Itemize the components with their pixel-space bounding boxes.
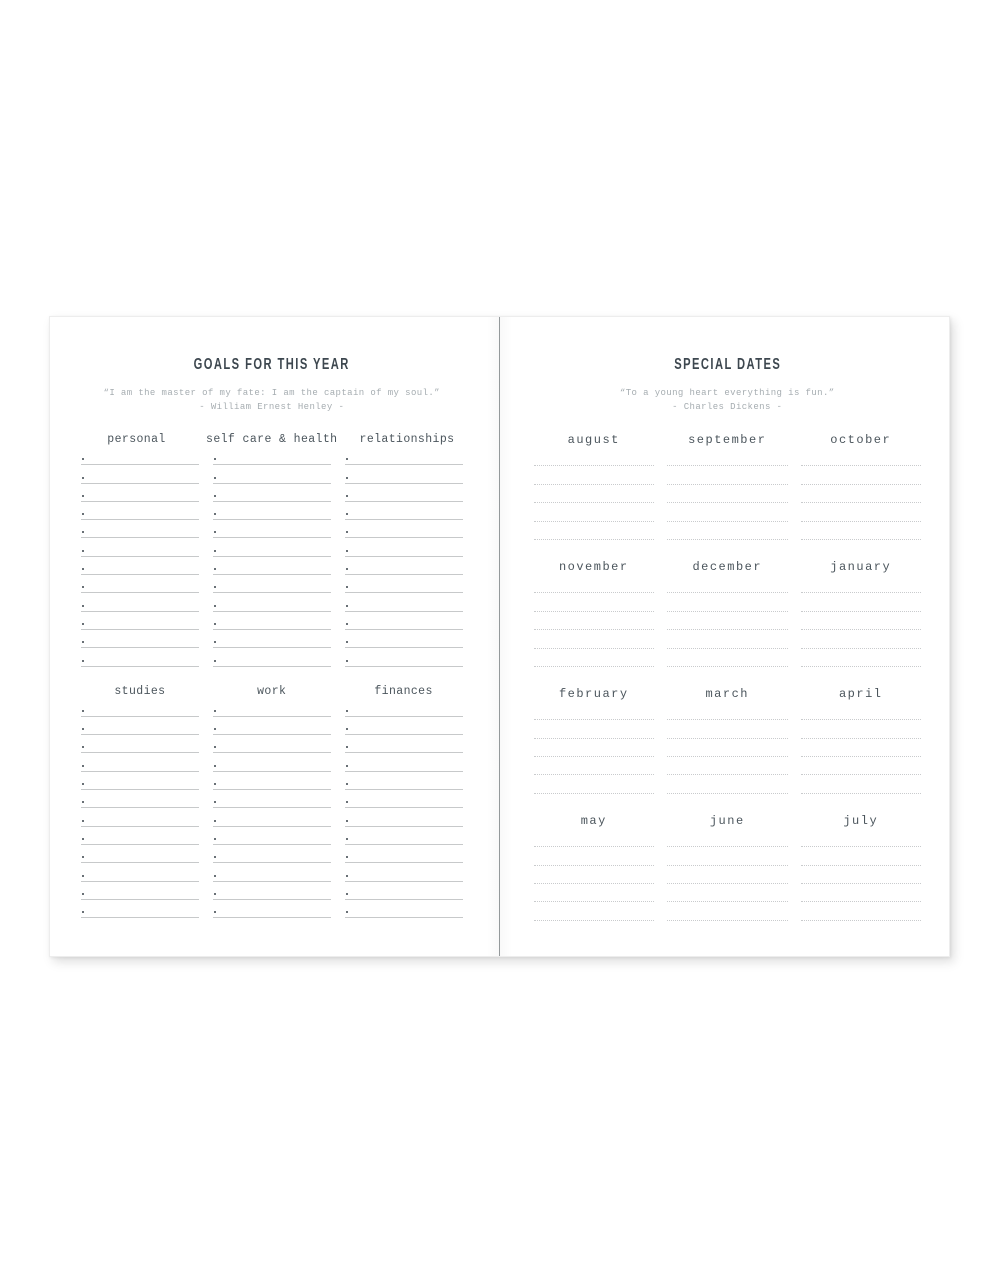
goal-writing-line: [81, 735, 199, 753]
bullet-dot-icon: [82, 875, 84, 877]
bullet-dot-icon: [214, 838, 216, 840]
goals-quote-text: “I am the master of my fate: I am the captain of my soul.”: [103, 388, 440, 398]
goal-writing-line: [345, 575, 463, 593]
goal-writing-line: [213, 699, 331, 717]
month-block: [534, 813, 655, 921]
goal-writing-line: [345, 753, 463, 771]
bullet-dot-icon: [214, 477, 216, 479]
bullet-dot-icon: [214, 605, 216, 607]
bullet-dot-icon: [214, 495, 216, 497]
date-writing-line: [667, 884, 788, 902]
month-grid: [534, 559, 922, 667]
month-block: [534, 432, 655, 540]
date-writing-line: [801, 720, 922, 738]
goal-writing-line: [345, 699, 463, 717]
goal-writing-line: [345, 863, 463, 881]
goal-writing-line: [345, 557, 463, 575]
goal-writing-line: [345, 447, 463, 465]
date-writing-line: [801, 466, 922, 484]
goal-writing-line: [345, 882, 463, 900]
goal-writing-line: [81, 790, 199, 808]
goal-writing-line: [213, 557, 331, 575]
bullet-dot-icon: [346, 893, 348, 895]
bullet-dot-icon: [214, 550, 216, 552]
goal-writing-line: [213, 717, 331, 735]
date-writing-line: [667, 593, 788, 611]
date-writing-line: [667, 847, 788, 865]
bullet-dot-icon: [82, 458, 84, 460]
date-writing-line: [667, 485, 788, 503]
goal-writing-line: [213, 648, 331, 666]
date-writing-line: [801, 847, 922, 865]
month-block: [801, 432, 922, 540]
month-block: [667, 686, 788, 794]
goal-writing-line: [81, 630, 199, 648]
bullet-dot-icon: [214, 623, 216, 625]
goal-writing-line: [81, 557, 199, 575]
goal-writing-line: [81, 882, 199, 900]
month-block: [534, 559, 655, 667]
month-label: november: [558, 559, 629, 574]
bullet-dot-icon: [82, 783, 84, 785]
special-dates-page-title: SPECIAL DATES: [673, 356, 781, 373]
bullet-dot-icon: [82, 911, 84, 913]
date-writing-line: [534, 720, 655, 738]
month-label: august: [567, 433, 620, 447]
goal-writing-line: [213, 735, 331, 753]
goal-category-label: finances: [374, 684, 433, 698]
goal-writing-line: [345, 520, 463, 538]
goal-writing-line: [81, 827, 199, 845]
goal-writing-line: [213, 882, 331, 900]
special-dates-quote-attribution: - Charles Dickens -: [672, 402, 783, 412]
date-writing-line: [667, 466, 788, 484]
bullet-dot-icon: [346, 765, 348, 767]
goal-writing-line: [81, 753, 199, 771]
bullet-dot-icon: [346, 605, 348, 607]
goal-writing-line: [213, 630, 331, 648]
month-block: [667, 559, 788, 667]
goal-writing-line: [345, 845, 463, 863]
bullet-dot-icon: [82, 477, 84, 479]
goal-section: [81, 684, 463, 919]
date-writing-line: [534, 612, 655, 630]
goal-writing-line: [81, 520, 199, 538]
date-writing-line: [801, 485, 922, 503]
month-band: [534, 559, 922, 667]
bullet-dot-icon: [82, 660, 84, 662]
month-label: june: [709, 813, 745, 828]
goal-writing-line: [81, 648, 199, 666]
date-writing-line: [667, 503, 788, 521]
goal-writing-line: [345, 827, 463, 845]
bullet-dot-icon: [214, 641, 216, 643]
goal-writing-line: [345, 465, 463, 483]
bullet-dot-icon: [346, 586, 348, 588]
date-writing-line: [667, 702, 788, 720]
bullet-dot-icon: [82, 856, 84, 858]
bullet-dot-icon: [346, 660, 348, 662]
goal-lines-grid: [81, 447, 463, 667]
bullet-dot-icon: [82, 710, 84, 712]
date-writing-line: [534, 757, 655, 775]
bullet-dot-icon: [214, 513, 216, 515]
date-writing-line: [534, 575, 655, 593]
date-writing-line: [801, 593, 922, 611]
bullet-dot-icon: [346, 746, 348, 748]
date-writing-line: [534, 593, 655, 611]
date-writing-line: [801, 649, 922, 667]
goal-writing-line: [213, 900, 331, 918]
goal-writing-line: [345, 484, 463, 502]
goal-writing-line: [213, 753, 331, 771]
goal-category-label: self care & health: [206, 433, 338, 446]
bullet-dot-icon: [346, 838, 348, 840]
bullet-dot-icon: [346, 911, 348, 913]
bullet-dot-icon: [214, 801, 216, 803]
goal-writing-line: [81, 772, 199, 790]
bullet-dot-icon: [82, 550, 84, 552]
goal-writing-line: [213, 593, 331, 611]
bullet-dot-icon: [346, 728, 348, 730]
bullet-dot-icon: [82, 531, 84, 533]
goal-section: [81, 432, 463, 667]
bullet-dot-icon: [346, 801, 348, 803]
goal-writing-line: [81, 484, 199, 502]
bullet-dot-icon: [82, 513, 84, 515]
bullet-dot-icon: [214, 765, 216, 767]
bullet-dot-icon: [214, 875, 216, 877]
bullet-dot-icon: [214, 783, 216, 785]
month-block: [667, 432, 788, 540]
goal-writing-line: [81, 612, 199, 630]
goal-writing-line: [81, 808, 199, 826]
date-writing-line: [801, 630, 922, 648]
month-band: [534, 813, 922, 921]
date-writing-line: [667, 720, 788, 738]
bullet-dot-icon: [214, 710, 216, 712]
date-writing-line: [801, 503, 922, 521]
goal-category-label: personal: [107, 433, 166, 446]
bullet-dot-icon: [346, 783, 348, 785]
bullet-dot-icon: [346, 856, 348, 858]
date-writing-line: [534, 630, 655, 648]
date-writing-line: [667, 448, 788, 466]
bullet-dot-icon: [82, 801, 84, 803]
bullet-dot-icon: [214, 458, 216, 460]
month-grid: [534, 813, 922, 921]
goal-writing-line: [213, 845, 331, 863]
goal-writing-line: [213, 465, 331, 483]
bullet-dot-icon: [214, 856, 216, 858]
goal-writing-line: [345, 612, 463, 630]
goal-writing-line: [213, 772, 331, 790]
goal-writing-line: [213, 827, 331, 845]
goal-writing-line: [345, 502, 463, 520]
goal-writing-line: [81, 845, 199, 863]
date-writing-line: [667, 757, 788, 775]
month-block: [801, 686, 922, 794]
goal-writing-line: [81, 900, 199, 918]
date-writing-line: [667, 575, 788, 593]
goal-writing-line: [345, 790, 463, 808]
date-writing-line: [534, 485, 655, 503]
bullet-dot-icon: [346, 513, 348, 515]
goal-writing-line: [213, 520, 331, 538]
bullet-dot-icon: [346, 477, 348, 479]
bullet-dot-icon: [82, 586, 84, 588]
goal-writing-line: [213, 808, 331, 826]
goal-category-label: studies: [114, 684, 166, 698]
goals-quote-attribution: - William Ernest Henley -: [199, 402, 345, 412]
bullet-dot-icon: [214, 728, 216, 730]
month-label: march: [705, 686, 749, 701]
goal-lines-grid: [81, 699, 463, 919]
bullet-dot-icon: [214, 531, 216, 533]
goal-writing-line: [213, 575, 331, 593]
date-writing-line: [667, 829, 788, 847]
month-grid: [534, 432, 922, 540]
goals-page: [50, 317, 500, 956]
goal-sections: [81, 432, 463, 918]
bullet-dot-icon: [214, 820, 216, 822]
special-dates-page: [500, 317, 950, 956]
date-writing-line: [801, 902, 922, 920]
date-writing-line: [801, 702, 922, 720]
date-writing-line: [667, 522, 788, 540]
bullet-dot-icon: [82, 746, 84, 748]
planner-spread: [49, 316, 950, 957]
month-label: may: [580, 813, 607, 828]
date-writing-line: [534, 649, 655, 667]
goals-page-title: GOALS FOR THIS YEAR: [193, 356, 350, 373]
bullet-dot-icon: [82, 838, 84, 840]
bullet-dot-icon: [346, 875, 348, 877]
bullet-dot-icon: [346, 458, 348, 460]
date-writing-line: [667, 902, 788, 920]
goal-writing-line: [345, 735, 463, 753]
bullet-dot-icon: [346, 568, 348, 570]
date-writing-line: [534, 522, 655, 540]
bullet-dot-icon: [346, 550, 348, 552]
month-label: february: [558, 686, 629, 701]
bullet-dot-icon: [214, 586, 216, 588]
month-label: january: [830, 559, 892, 574]
goal-writing-line: [81, 538, 199, 556]
goal-writing-line: [213, 502, 331, 520]
date-writing-line: [534, 702, 655, 720]
goal-writing-line: [81, 465, 199, 483]
bullet-dot-icon: [82, 495, 84, 497]
bullet-dot-icon: [346, 820, 348, 822]
date-writing-line: [801, 829, 922, 847]
bullet-dot-icon: [346, 641, 348, 643]
bullet-dot-icon: [82, 623, 84, 625]
month-block: [801, 813, 922, 921]
date-writing-line: [534, 847, 655, 865]
date-writing-line: [534, 829, 655, 847]
bullet-dot-icon: [82, 728, 84, 730]
month-grid: [534, 686, 922, 794]
goal-category-header-row: [81, 684, 463, 699]
date-writing-line: [534, 902, 655, 920]
special-dates-quote-text: “To a young heart everything is fun.”: [619, 388, 835, 398]
goal-writing-line: [345, 630, 463, 648]
month-label: september: [688, 433, 767, 447]
month-band: [534, 686, 922, 794]
bullet-dot-icon: [82, 765, 84, 767]
date-writing-line: [534, 775, 655, 793]
goal-writing-line: [213, 612, 331, 630]
date-writing-line: [534, 466, 655, 484]
date-writing-line: [801, 612, 922, 630]
goal-writing-line: [81, 699, 199, 717]
goal-writing-line: [213, 790, 331, 808]
month-block: [801, 559, 922, 667]
bullet-dot-icon: [82, 605, 84, 607]
bullet-dot-icon: [82, 568, 84, 570]
date-writing-line: [801, 757, 922, 775]
goal-writing-line: [81, 593, 199, 611]
goal-writing-line: [345, 538, 463, 556]
date-writing-line: [801, 739, 922, 757]
date-writing-line: [667, 739, 788, 757]
bullet-dot-icon: [214, 746, 216, 748]
date-writing-line: [534, 448, 655, 466]
date-writing-line: [667, 866, 788, 884]
month-block: [534, 686, 655, 794]
bullet-dot-icon: [346, 531, 348, 533]
bullet-dot-icon: [82, 820, 84, 822]
month-label: july: [843, 813, 879, 828]
goal-writing-line: [345, 900, 463, 918]
bullet-dot-icon: [346, 495, 348, 497]
month-bands: [534, 432, 922, 921]
date-writing-line: [667, 649, 788, 667]
goal-writing-line: [345, 717, 463, 735]
date-writing-line: [667, 630, 788, 648]
month-label: october: [830, 433, 892, 447]
month-band: [534, 432, 922, 540]
goal-writing-line: [81, 447, 199, 465]
goal-writing-line: [81, 575, 199, 593]
date-writing-line: [534, 739, 655, 757]
date-writing-line: [801, 522, 922, 540]
goal-writing-line: [213, 447, 331, 465]
month-label: december: [692, 559, 763, 574]
date-writing-line: [801, 884, 922, 902]
date-writing-line: [534, 884, 655, 902]
bullet-dot-icon: [346, 623, 348, 625]
date-writing-line: [801, 575, 922, 593]
goal-category-label: relationships: [359, 433, 455, 446]
goal-writing-line: [213, 484, 331, 502]
goal-writing-line: [345, 648, 463, 666]
bullet-dot-icon: [214, 893, 216, 895]
date-writing-line: [534, 503, 655, 521]
goal-writing-line: [81, 863, 199, 881]
bullet-dot-icon: [82, 893, 84, 895]
goal-writing-line: [213, 863, 331, 881]
bullet-dot-icon: [82, 641, 84, 643]
bullet-dot-icon: [214, 660, 216, 662]
goal-writing-line: [345, 808, 463, 826]
month-block: [667, 813, 788, 921]
date-writing-line: [801, 448, 922, 466]
month-label: april: [838, 686, 883, 701]
goal-writing-line: [345, 593, 463, 611]
date-writing-line: [534, 866, 655, 884]
date-writing-line: [667, 775, 788, 793]
goal-category-header-row: [81, 432, 463, 447]
goal-writing-line: [213, 538, 331, 556]
bullet-dot-icon: [346, 710, 348, 712]
date-writing-line: [801, 775, 922, 793]
bullet-dot-icon: [214, 911, 216, 913]
bullet-dot-icon: [214, 568, 216, 570]
date-writing-line: [667, 612, 788, 630]
goal-writing-line: [81, 717, 199, 735]
date-writing-line: [801, 866, 922, 884]
goal-writing-line: [81, 502, 199, 520]
goal-category-label: work: [257, 684, 287, 698]
goal-writing-line: [345, 772, 463, 790]
